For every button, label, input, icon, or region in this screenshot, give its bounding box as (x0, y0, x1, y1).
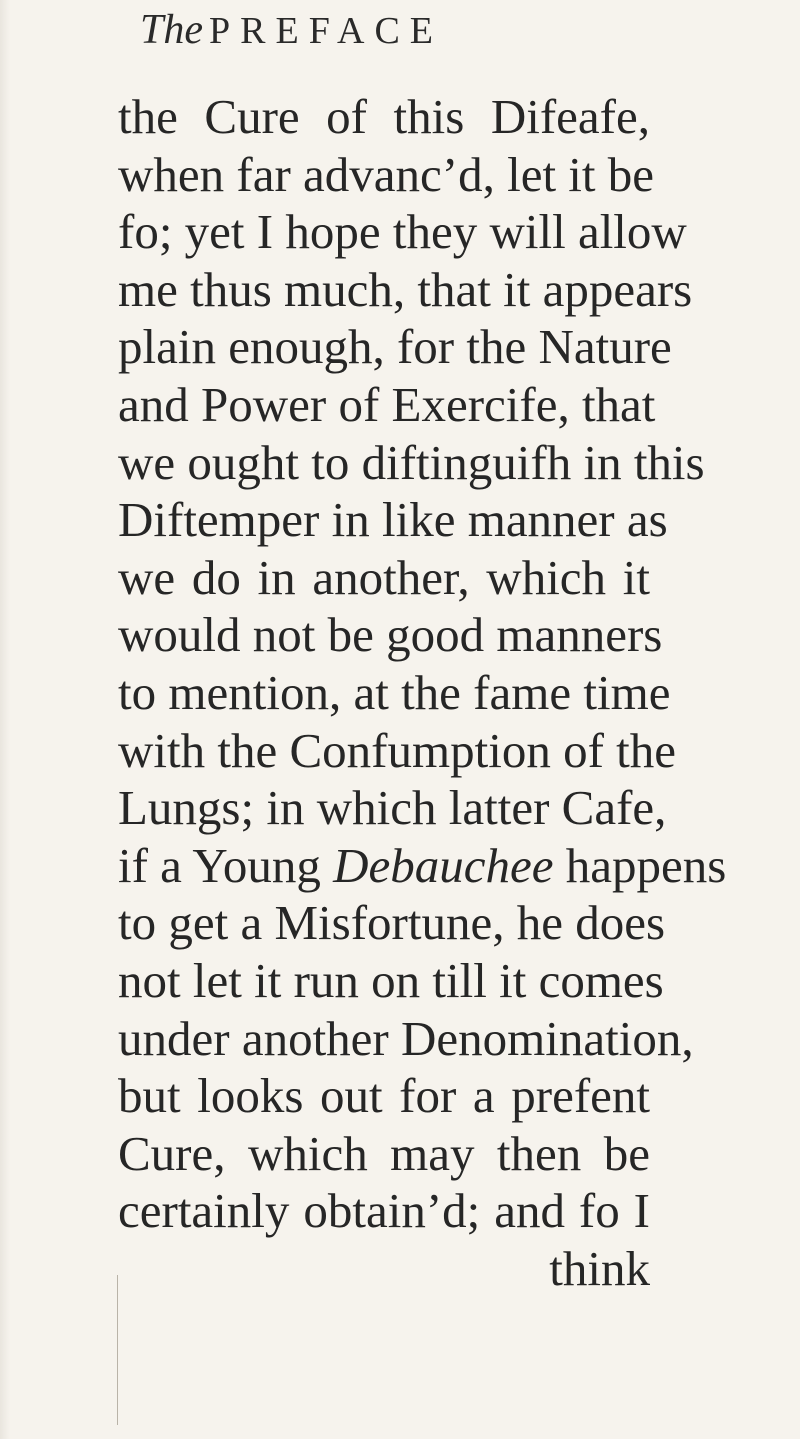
body-text (118, 88, 727, 1297)
text-line: certainly obtain’d; and fo I (118, 1183, 650, 1239)
text-fragment: if a Young (118, 837, 334, 893)
running-header (140, 6, 443, 66)
text-line: fo; yet I hope they will allow (118, 204, 687, 260)
text-line: plain enough, for the Nature (118, 319, 672, 375)
italic-word: Debauchee (333, 837, 554, 893)
text-line: would not be good manners (118, 607, 663, 663)
text-line: Diftemper in like manner as (118, 492, 668, 548)
text-line-mixed (118, 837, 727, 895)
catchword: think (549, 1240, 650, 1296)
header-preface: PREFACE (209, 10, 444, 52)
text-line: we ought to diftinguifh in this (118, 434, 705, 490)
text-line: to mention, at the fame time (118, 664, 671, 720)
text-line: with the Confumption of the (118, 722, 676, 778)
text-line: Lungs; in which latter Cafe, (118, 780, 667, 836)
text-fragment: happens (553, 837, 727, 893)
text-line: we do in another, which it (118, 549, 650, 605)
text-line: and Power of Exercife, that (118, 376, 656, 432)
text-line: me thus much, that it appears (118, 261, 693, 317)
gutter-shadow (0, 0, 10, 1439)
text-line: but looks out for a prefent (118, 1068, 650, 1124)
text-line: under another Denomination, (118, 1010, 694, 1066)
margin-rule (117, 1275, 118, 1425)
header-the: The (140, 7, 203, 53)
text-line: not let it run on till it comes (118, 952, 664, 1008)
text-line: when far advanc’d, let it be (118, 146, 655, 202)
text-line: the Cure of this Difeafe, (118, 89, 650, 144)
text-line: Cure, which may then be (118, 1125, 650, 1181)
text-line: to get a Misfortune, he does (118, 895, 666, 951)
